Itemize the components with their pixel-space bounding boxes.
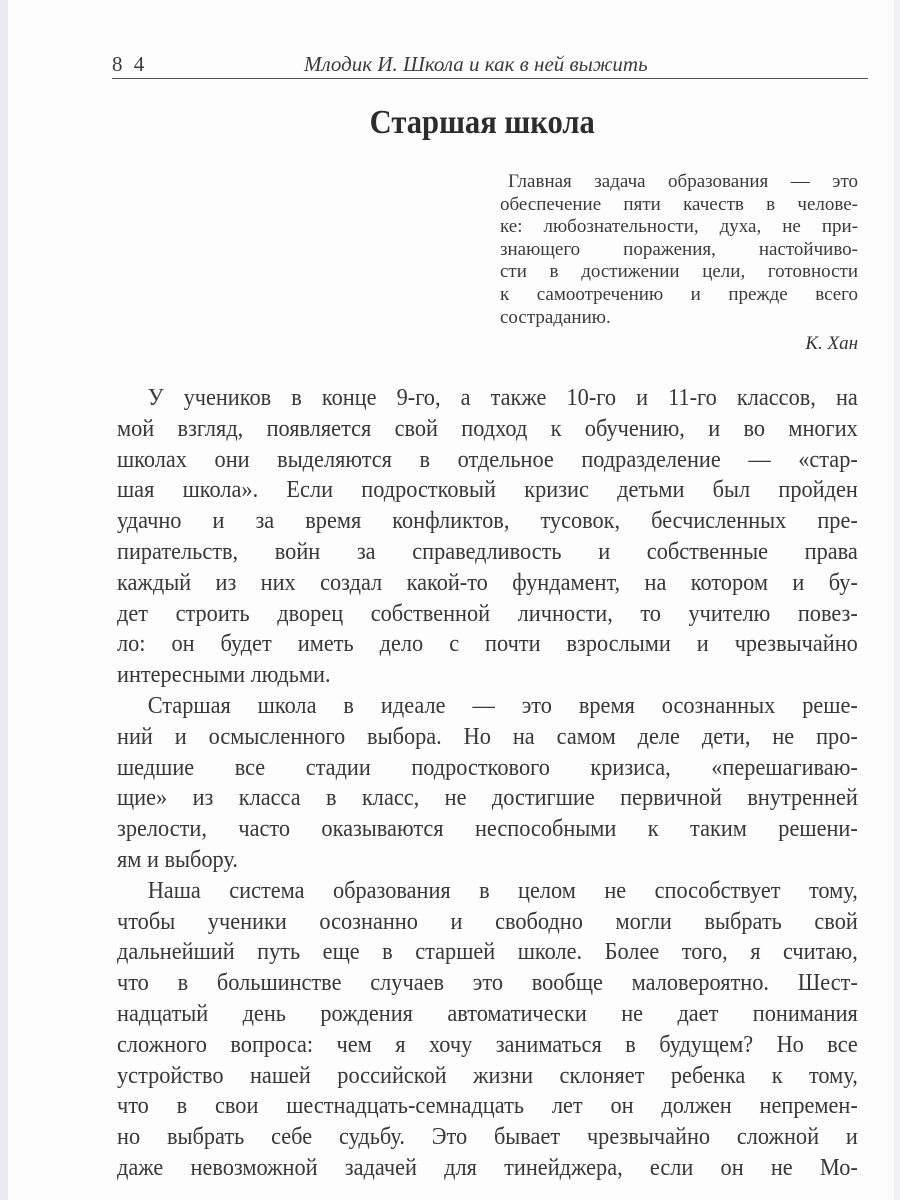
text-line: Старшая школа в идеале — это время осознанных реше- bbox=[147, 692, 858, 719]
epigraph-line: состраданию. bbox=[500, 306, 611, 328]
text-line: что в большинстве случаев это вообще маловероятно. Шест- bbox=[117, 970, 858, 997]
text-line: сложного вопроса: чем я хочу заниматься в будущем? Но все bbox=[117, 1031, 858, 1058]
text-line: ло: он будет иметь дело с почти взрослыми и чрезвычайно bbox=[117, 631, 858, 658]
book-title: Млодик И. Школа и как в ней выжить bbox=[304, 52, 648, 76]
text-line: шедшие все стадии подросткового кризиса, «перешагиваю- bbox=[117, 754, 858, 781]
text-line: ний и осмысленного выбора. Но на самом деле дети, не про- bbox=[117, 723, 858, 750]
text-line: ям и выбору. bbox=[117, 846, 238, 873]
epigraph-line: Главная задача образования — это bbox=[508, 171, 858, 192]
epigraph bbox=[500, 171, 858, 329]
epigraph-author: К. Хан bbox=[805, 333, 858, 354]
text-line: дет строить дворец собственной личности, то учителю повез- bbox=[117, 600, 858, 627]
epigraph-line: обеспечение пяти качеств в челове- bbox=[500, 193, 858, 215]
epigraph-line: к самоотречению и прежде всего bbox=[500, 283, 858, 305]
page-edge bbox=[894, 0, 900, 1200]
text-line: пирательств, войн за справедливость и собственные права bbox=[117, 538, 858, 565]
epigraph-line: ке: любознательности, духа, не при- bbox=[500, 216, 858, 238]
epigraph-line: сти в достижении цели, готовности bbox=[500, 261, 858, 283]
text-line: мой взгляд, появляется свой подход к обучению, и во многих bbox=[117, 415, 858, 442]
epigraph-line: знающего поражения, настойчиво- bbox=[500, 238, 858, 260]
text-line: школах они выделяются в отдельное подразделение — «стар- bbox=[117, 446, 858, 473]
paragraph bbox=[117, 383, 858, 691]
text-line: Наша система образования в целом не способствует тому, bbox=[147, 877, 858, 904]
text-line: каждый из них создал какой-то фундамент, на котором и бу- bbox=[117, 569, 858, 596]
chapter-title: Старшая школа bbox=[369, 104, 595, 141]
text-line: щие» из класса в класс, не достигшие первичной внутренней bbox=[117, 785, 858, 812]
text-line: шая школа». Если подростковый кризис детьми был пройден bbox=[117, 477, 858, 504]
page-edge bbox=[0, 0, 8, 1200]
paragraph bbox=[117, 691, 858, 876]
text-line: даже невозможной задачей для тинейджера, если он не Мо- bbox=[117, 1154, 858, 1181]
body-text bbox=[117, 383, 858, 1184]
text-line: зрелости, часто оказываются неспособными к таким решени- bbox=[117, 816, 858, 843]
text-line: но выбрать себе судьбу. Это бывает чрезвычайно сложной и bbox=[117, 1124, 858, 1151]
text-line: что в свои шестнадцать-семнадцать лет он должен непремен- bbox=[117, 1093, 858, 1120]
text-line: дальнейший путь еще в старшей школе. Более того, я считаю, bbox=[117, 939, 858, 966]
text-line: устройство нашей российской жизни склоняет ребенка к тому, bbox=[117, 1062, 858, 1089]
page-number: 8 4 bbox=[112, 52, 148, 76]
running-header bbox=[112, 48, 868, 79]
text-line: надцатый день рождения автоматически не дает понимания bbox=[117, 1000, 858, 1027]
text-line: чтобы ученики осознанно и свободно могли выбрать свой bbox=[117, 908, 858, 935]
text-line: удачно и за время конфликтов, тусовок, бесчисленных пре- bbox=[117, 508, 858, 535]
paragraph bbox=[117, 876, 858, 1184]
text-line: У учеников в конце 9-го, а также 10-го и 11-го классов, на bbox=[147, 385, 858, 411]
text-line: интересными людьми. bbox=[117, 662, 331, 689]
